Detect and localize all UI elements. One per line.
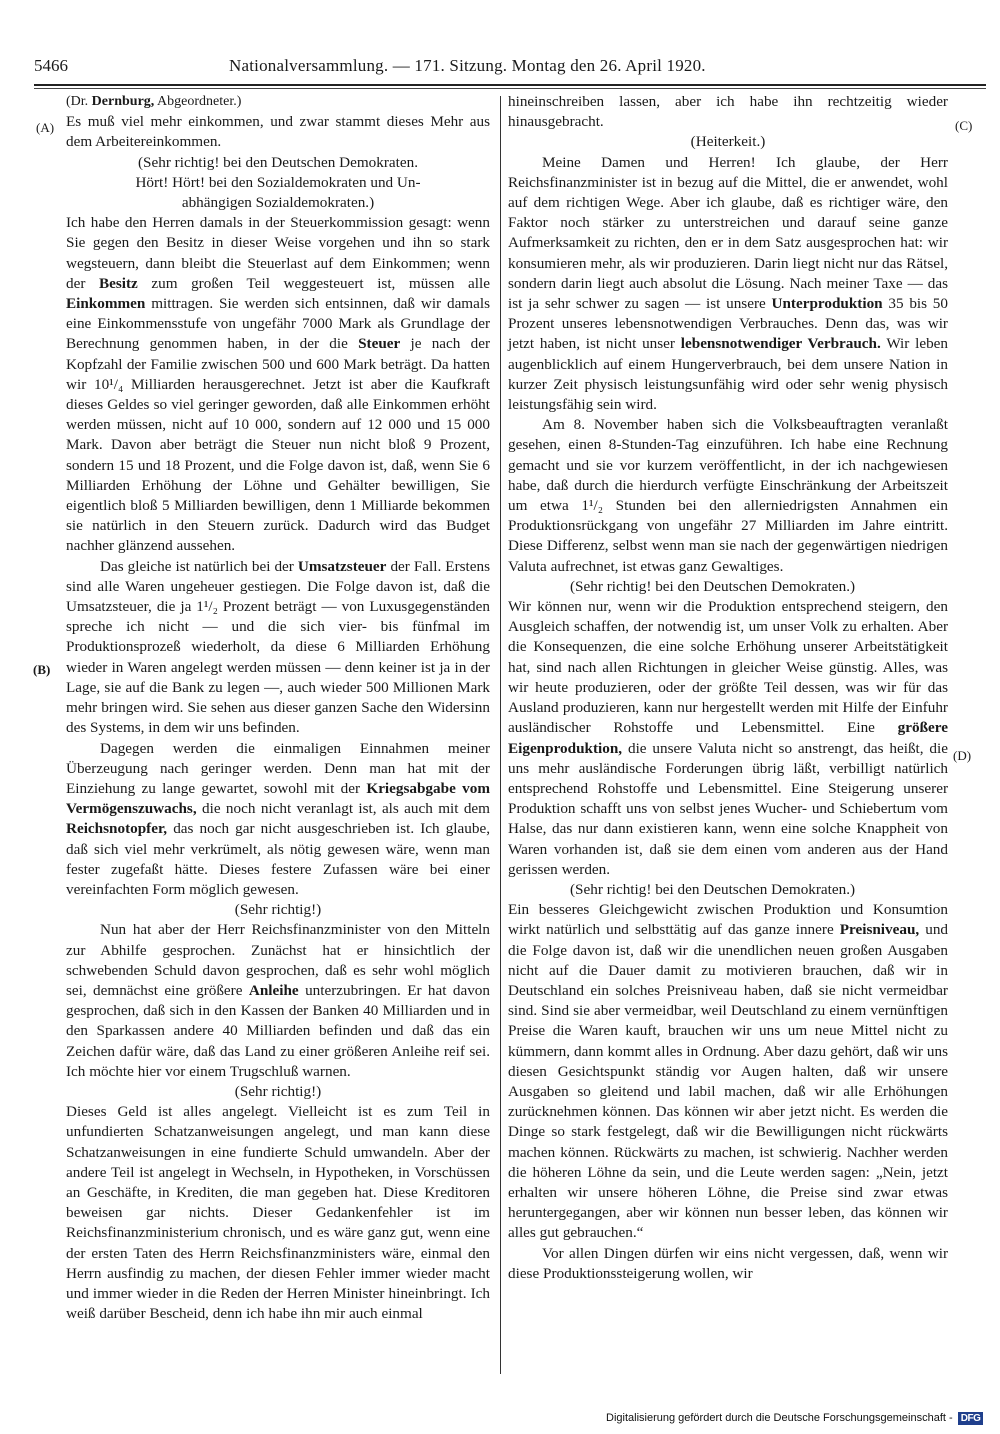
- text: Nun hat aber der Herr Reichsfinanzminister von den Mitteln zur Abhilfe gesprochen. Zunächst hat er hinsichtlich der schwebenden Schuld davon gesprochen, daß es sehr wohl möglich sei, demnächst eine größere: [66, 921, 490, 999]
- text: Das gleiche ist natürlich bei der: [100, 557, 298, 575]
- text: die noch nicht veranlagt ist, als auch mit dem: [196, 800, 490, 818]
- margin-mark-c: (C): [955, 118, 973, 133]
- emphasis: größere Eigenproduktion,: [508, 719, 948, 757]
- reaction: (Sehr richtig! bei den Deutschen Demokraten.: [137, 153, 419, 171]
- text: Meine Damen und Herren! Ich glaube, der Herr Reichsfinanzminister ist in bezug auf die Mittel, die er anwendet, wohl auf dem richtigen Wege. Aber ich glaube, daß es richtiger wäre, den Faktor noch stärker zu unterstreichen und darauf seine ganze Aufmerksamkeit zu richten, den er in dem Satz ausgesprochen hat: wir konsumieren mehr, als wir produzieren. Darin liegt nicht nur das Rätsel, sondern darin liegt auch absolut die Lösung. Nach meiner Taxe — das ist ja sehr schwer zu sagen — ist unsere: [508, 153, 948, 313]
- text: Wir können nur, wenn wir die Produktion entsprechend steigern, den Ausgleich schaffen, der notwendig ist, um unser Volk zu erhalten. Aber die Konsequenzen, die eine solche Erhöhung unserer Arbeitstätigkeit hat, sind nach allen Richtungen in gleicher Weise günstig. Alles, was wir heute produzieren, oder der größte Teil dessen, was wir für das Ausland produzieren, kann nur hergestellt werden mit Hilfe der Einfuhr ausländischer Rohstoffe und Lebensmittel. Eine: [508, 598, 948, 737]
- speaker-prefix: (Dr.: [66, 94, 92, 109]
- text: mittragen. Sie werden sich entsinnen, daß wir damals eine Einkommensstufe von ungefähr 7000 Mark als Grundlage der Berechnung genommen haben, in der die: [66, 295, 490, 353]
- text: Dagegen werden die einmaligen Einnahmen meiner Überzeugung nach geringer werden. Denn man hat mit der Einziehung zu lange gewartet, sowohl mit der: [66, 739, 490, 797]
- reaction: (Sehr richtig! bei den Deutschen Demokraten.): [570, 577, 856, 595]
- reaction: Hört! Hört! bei den Sozialdemokraten und Un-: [135, 173, 421, 191]
- text: Wir leben augenblicklich auf einem Hungerverbrauch, bei dem unsere Nation in kurzer Zeit physisch leistungsunfähig wird oder sehr wenig physisch leistungsfähig sein wird.: [508, 335, 948, 414]
- text: unterzubringen. Er hat davon gesprochen, daß sich in den Kassen der Banken 40 Milliarden und in den Sparkassen andere 40 Milliarden befinden und daß das ein Zeichen dafür wäre, daß das Land zu einer größeren Anleihe reif sei. Ich möchte hier vor einem Trugschluß warnen.: [66, 981, 490, 1080]
- emphasis: Steuer: [358, 335, 401, 353]
- paragraph: [66, 920, 490, 1082]
- column-separator: [500, 96, 501, 1374]
- paragraph: Dieses Geld ist alles angelegt. Vielleicht ist es zum Teil in unfundierten Schatzanweisungen angelegt, und man kann diese Schatzanweisungen in eine fundierte Schuld umwandeln. Aber der andere Teil ist angelegt in Wechseln, in Hypotheken, in Vorschüssen an Geschäfte, in Krediten, die man gegeben hat. Diese Kreditoren beweisen gar nichts. Dieser Gedankenfehler ist im Reichsfinanzministerium chronisch, und es wäre ganz gut, wenn eine der ersten Taten des Herrn Reichsfinanzministers wäre, einmal den Herrn ausfindig zu machen, der diesen Fehler immer wieder macht und immer wieder in die Reden der Herren Minister hineinbringt. Ich weiß darüber Bescheid, denn ich habe ihn mir auch einmal: [66, 1103, 490, 1323]
- emphasis: Umsatzsteuer: [297, 557, 387, 575]
- text: das noch gar nicht ausgeschrieben ist. Ich glaube, daß sich viel mehr verkrümelt, als nötig gewesen wäre, wenn man fester zugefaßt hätte. Dieses festere Zufassen wäre bei einer vereinfachten Form möglich gewesen.: [66, 820, 490, 898]
- header-rule-thin: [34, 88, 986, 89]
- paragraph: [66, 739, 490, 901]
- reaction: abhängigen Sozialdemokraten.): [181, 194, 375, 212]
- paragraph: hineinschreiben lassen, aber ich habe ihn rechtzeitig wieder hinausgebracht.: [508, 93, 948, 131]
- dfg-logo: DFG: [958, 1412, 984, 1425]
- text: Ich habe den Herren damals in der Steuerkommission gesagt: wenn Sie gegen den Besitz in dieser Weise vorgehen und ihn so stark wegsteuern, dann bleibt die Steuerlast auf dem Einkommen; wenn der: [66, 214, 490, 292]
- paragraph: Vor allen Dingen dürfen wir eins nicht vergessen, daß, wenn wir diese Produktionssteigerung wollen, wir: [508, 1244, 948, 1282]
- text: je nach der Kopfzahl der Familie zwischen 500 und 600 Mark beträgt. Da hatten wir 10¹/₄ Milliarden herausgerechnet. Jetzt ist aber die Kaufkraft dieses Geldes so viel geringer geworden, daß alle Einkommen erhöht werden müssen, nicht auf 10 000, sondern auf 12 000 und 15 000 Mark. Davon aber beträgt die Steuer nun nicht bloß 9 Prozent, sondern 15 und 18 Prozent, und die Folge davon ist, daß, wenn Sie 6 Milliarden Erhöhung der Löhne und Gehälter bewilligen, Sie eigentlich bloß 5 Milliarden bewilligen, denn 1 Milliarde bekommen sie natürlich in den Steuern zurück. Dadurch wird das Budget nachher glänzend aussehen.: [66, 335, 491, 555]
- reaction: (Sehr richtig!): [234, 1082, 322, 1100]
- text: 35 bis 50 Prozent unseres lebensnotwendigen Verbrauches. Denn das, was wir jetzt haben, ist nicht unser: [508, 295, 948, 353]
- margin-mark-a: (A): [36, 120, 55, 135]
- text: zum großen Teil weggesteuert ist, müssen alle: [137, 274, 490, 292]
- footer-text: Digitalisierung gefördert durch die Deutsche Forschungsgemeinschaft -: [606, 1412, 953, 1424]
- text: die unsere Valuta nicht so anstrengt, das heißt, die uns mehr ausländische Forderungen übrig läßt, verbilligt natürlich entsprechend Rohstoffe und Lebensmittel. Eine Steigerung unserer Produktion schafft uns von selbst jenes Wucher- und Schiebertum vom Halse, das nur dann existieren kann, wenn eine solche Knappheit von Waren vorhanden ist, daß sie dem einen vom anderen aus der Hand gerissen werden.: [508, 739, 948, 878]
- emphasis: Preisniveau,: [839, 921, 920, 939]
- text: der Fall. Erstens sind alle Waren ungeheuer gestiegen. Die Folge davon ist, daß die Umsatzsteuer, die ja 1¹/₂ Prozent beträgt — von Luxusgegenständen spreche ich nicht — und die sich vier- bis fünfmal im Produktionsprozeß wiederholt, da diese 6 Milliarden Erhöhung wieder in Waren angelegt werden müssen — denn keiner ist ja in der Lage, sie auf die Bank zu legen —, auch wieder 500 Millionen Mark mehr bringen wird. Sie sehen aus dieser ganzen Sache den Widersinn des Systems, in dem wir uns befinden.: [66, 557, 490, 737]
- emphasis: lebensnotwendiger Verbrauch.: [680, 335, 881, 353]
- emphasis: Besitz: [98, 274, 138, 292]
- paragraph: [508, 597, 948, 880]
- emphasis: Reichsnotopfer,: [66, 820, 168, 838]
- paragraph: [66, 557, 490, 739]
- paragraph: Am 8. November haben sich die Volksbeauftragten veranlaßt gesehen, einen 8-Stunden-Tag einzuführen. Ich habe eine Rechnung gemacht und sie vor kurzem veröffentlicht, in der ich nachgewiesen habe, daß durch die hierdurch verfügte Einschränkung der Arbeitszeit um etwa 1¹/₂ Stunden bei den allerniedrigsten Annahmen ein Produktionsrückgang von ungefähr 27 Milliarden im Jahre eintritt. Diese Differenz, selbst wenn man sie nach der gegenwärtigen niedrigen Valuta aufrechnet, ist etwas ganz Gewaltiges.: [508, 416, 948, 575]
- text: Ein besseres Gleichgewicht zwischen Produktion und Konsumtion wirkt natürlich und selbsttätig auf das ganze innere: [508, 901, 948, 939]
- reaction: (Sehr richtig!): [234, 901, 322, 919]
- right-column: [508, 92, 948, 1284]
- reaction: (Sehr richtig! bei den Deutschen Demokraten.): [570, 880, 856, 898]
- reaction: (Heiterkeit.): [690, 133, 766, 151]
- speaker-name: Dernburg,: [91, 94, 155, 109]
- emphasis: Kriegsabgabe vom Vermögenszuwachs,: [66, 779, 490, 818]
- emphasis: Unterproduktion: [771, 295, 883, 313]
- header-rule: [34, 84, 986, 86]
- text: und die Folge davon ist, daß wir die unendlichen neuen großen Ausgaben nicht auf die Dauer damit zu motivieren brauchen, daß wir in Deutschland ein solches Preisniveau haben, daß sie nicht vermeidbar sind. Sind sie aber vermeidbar, weil Deutschland zu einem vernünftigen Preise die Waren kauft, brauchen wir uns um neue Mittel nicht zu kümmern, dann kommt alles in Ordnung. Aber dazu gehört, daß wir uns diesen Gesichtspunkt ständig vor Augen halten, daß wir unsere Ausgaben so gleitend und labil machen, daß wir alle Erhöhungen zurücknehmen können. Das können wir aber jetzt nicht. Es werden die Dinge so stark festgelegt, daß wir die Bewilligungen nicht rückwärts machen können. Rückwärts zu machen, ist schwierig. Nachher werden die höheren Löhne da sein, und die Leute werden sagen: „Nein, jetzt erhalten wir unsere höheren Löhne, die Preise sind zwar etwas heruntergegangen, aber wir können nun besser leben, das können wir alles gut gebrauchen.“: [508, 921, 949, 1242]
- paragraph: [66, 213, 490, 556]
- margin-mark-d: (D): [953, 748, 972, 763]
- paragraph: [508, 153, 948, 416]
- page-number: 5466: [34, 56, 68, 75]
- left-column: [66, 92, 490, 1324]
- digitization-footer: [606, 1412, 983, 1425]
- emphasis: Einkommen: [66, 295, 146, 313]
- paragraph: Es muß viel mehr einkommen, und zwar stammt dieses Mehr aus dem Arbeitereinkommen.: [66, 113, 490, 151]
- speaker-role: Abgeordneter.): [154, 94, 242, 109]
- header-title: Nationalversammlung. — 171. Sitzung. Montag den 26. April 1920.: [229, 56, 706, 75]
- speaker-line: [66, 92, 490, 112]
- running-header: [34, 56, 986, 80]
- margin-mark-b: (B): [33, 662, 51, 677]
- paragraph: [508, 900, 948, 1243]
- emphasis: Anleihe: [248, 981, 299, 999]
